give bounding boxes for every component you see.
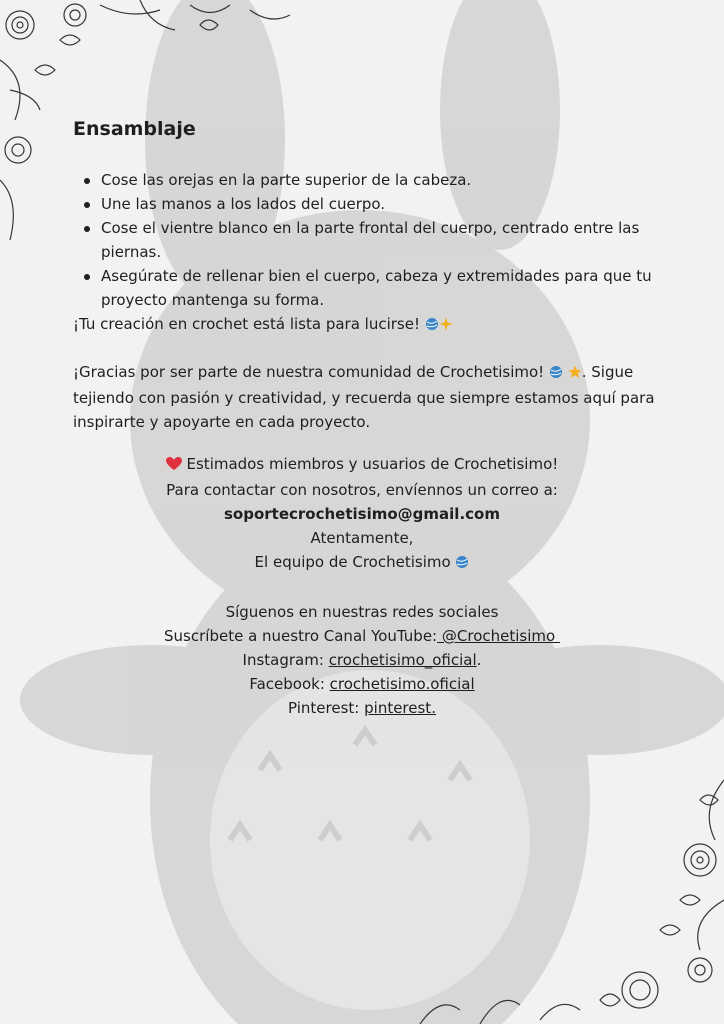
yarn-ball-icon <box>549 362 563 386</box>
steps-list <box>73 168 663 312</box>
facebook-label: Facebook: <box>249 675 330 693</box>
thanks-text-end: . Sigue tejiendo con pasión y creatividad, y recuerda que siempre estamos aquí para inspirarte y apoyarte en cada proyecto. <box>73 363 655 431</box>
facebook-link[interactable]: crochetisimo.oficial <box>329 675 475 693</box>
instagram-link[interactable]: crochetisimo_oficial <box>328 651 477 669</box>
list-item: Une las manos a los lados del cuerpo. <box>101 192 663 216</box>
youtube-link[interactable]: @Crochetisimo <box>437 627 560 645</box>
youtube-label: Suscríbete a nuestro Canal YouTube: <box>164 627 438 645</box>
thanks-paragraph <box>73 360 673 434</box>
pinterest-label: Pinterest: <box>288 699 365 717</box>
list-item: Asegúrate de rellenar bien el cuerpo, cabeza y extremidades para que tu proyecto mantenga su forma. <box>101 264 663 312</box>
thanks-text-start: ¡Gracias por ser parte de nuestra comunidad de Crochetisimo! <box>73 363 545 381</box>
star-icon <box>568 362 582 386</box>
yarn-ball-icon <box>425 314 439 338</box>
contact-greeting: Estimados miembros y usuarios de Crochetisimo! <box>186 455 559 473</box>
section-heading: Ensamblaje <box>73 118 196 140</box>
social-heading: Síguenos en nuestras redes sociales <box>225 603 499 621</box>
list-item: Cose el vientre blanco en la parte frontal del cuerpo, centrado entre las piernas. <box>101 216 663 264</box>
instagram-label: Instagram: <box>242 651 329 669</box>
heart-icon <box>166 454 182 478</box>
sparkles-icon <box>439 314 453 338</box>
ready-text: ¡Tu creación en crochet está lista para lucirse! <box>73 315 420 333</box>
pinterest-link[interactable]: pinterest. <box>364 699 436 717</box>
contact-email[interactable]: soportecrochetisimo@gmail.com <box>224 505 500 523</box>
team-signature: El equipo de Crochetisimo <box>254 553 451 571</box>
ready-paragraph <box>73 312 673 338</box>
list-item: Cose las orejas en la parte superior de la cabeza. <box>101 168 663 192</box>
yarn-ball-icon <box>455 552 469 576</box>
closing-text: Atentamente, <box>310 529 414 547</box>
contact-block <box>0 452 724 720</box>
contact-line: Para contactar con nosotros, envíennos un correo a: <box>166 481 558 499</box>
instagram-suffix: . <box>476 651 482 669</box>
